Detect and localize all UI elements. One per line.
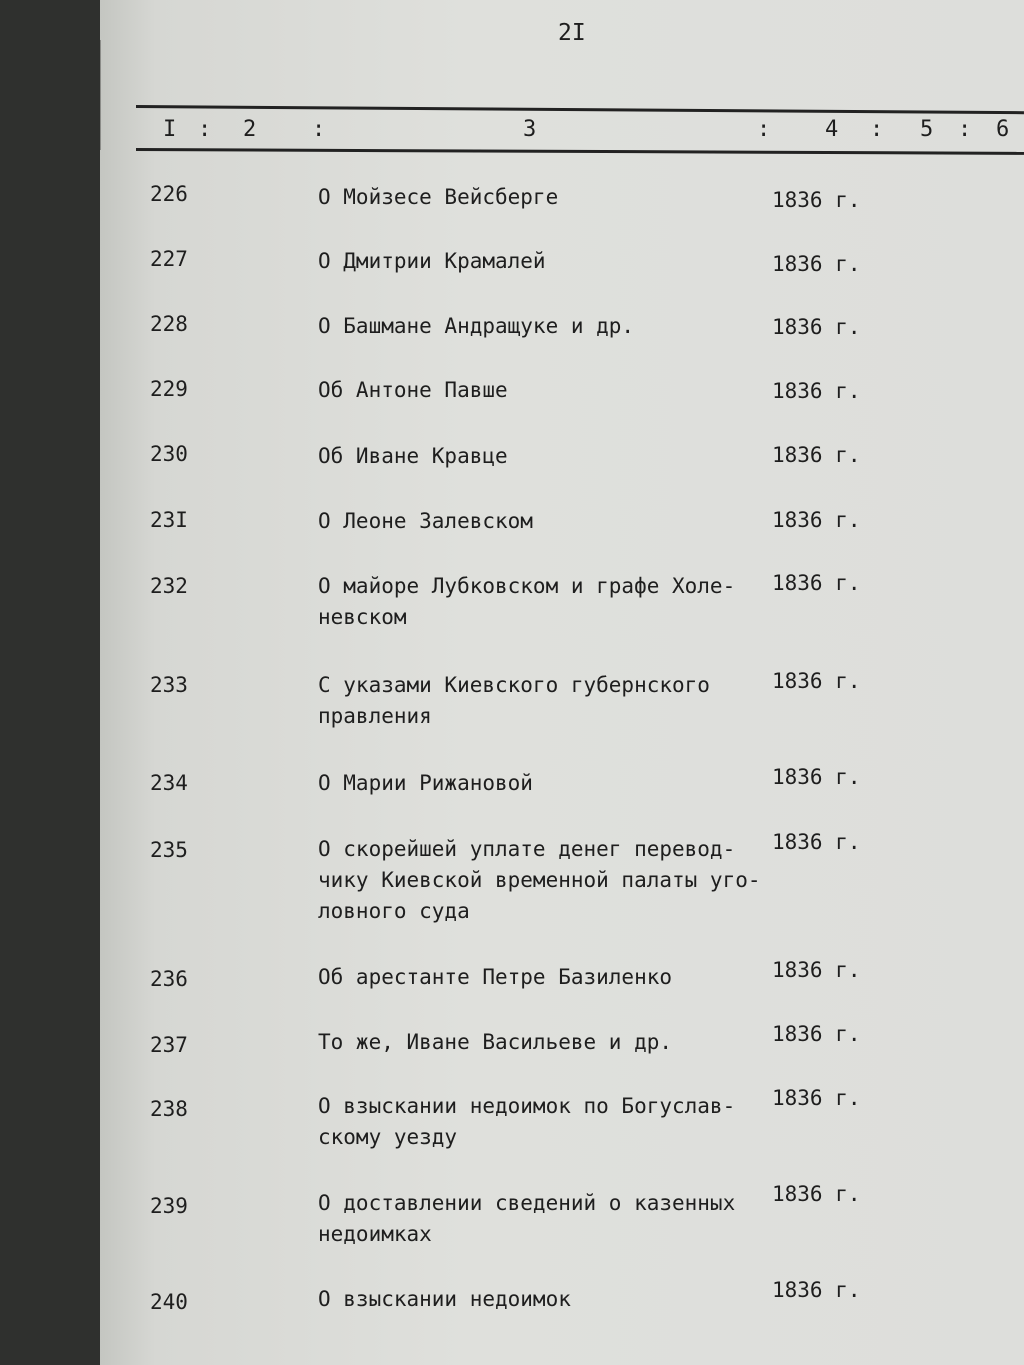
column-separator: :: [198, 117, 212, 142]
row-title: Об Антоне Павше: [318, 378, 508, 402]
row-number: 238: [150, 1097, 188, 1121]
row-title: О Дмитрии Крамалей: [318, 249, 546, 273]
row-year: 1836 г.: [772, 1022, 861, 1046]
row-title: О взыскании недоимок по Богуслав-скому уезду: [318, 1094, 736, 1149]
row-year: 1836 г.: [772, 443, 861, 467]
row-year: 1836 г.: [772, 765, 861, 789]
row-title: О Башмане Андращуке и др.: [318, 314, 635, 338]
row-year: 1836 г.: [772, 1182, 861, 1206]
column-header-6: 6: [996, 117, 1010, 142]
row-year: 1836 г.: [772, 379, 861, 403]
row-title: О майоре Лубковском и графе Холе-невском: [318, 574, 736, 629]
row-year: 1836 г.: [772, 1086, 861, 1110]
row-number: 228: [150, 312, 188, 336]
column-separator: :: [870, 117, 884, 142]
column-separator: :: [958, 117, 972, 142]
row-number: 230: [150, 442, 188, 466]
column-header-2: 2: [243, 117, 257, 142]
row-year: 1836 г.: [772, 188, 861, 212]
row-year: 1836 г.: [772, 669, 861, 693]
row-title: То же, Иване Васильеве и др.: [318, 1030, 673, 1054]
row-number: 233: [150, 673, 188, 697]
row-year: 1836 г.: [772, 252, 861, 276]
row-title: С указами Киевского губернского правления: [318, 673, 710, 728]
row-number: 226: [150, 182, 188, 206]
row-number: 237: [150, 1033, 188, 1057]
row-title: Об Иване Кравце: [318, 444, 508, 468]
row-number: 234: [150, 771, 188, 795]
column-header-1: I: [163, 117, 177, 142]
row-number: 229: [150, 377, 188, 401]
column-header-4: 4: [825, 117, 839, 142]
row-title: О Мойзесе Вейсберге: [318, 185, 559, 209]
row-year: 1836 г.: [772, 508, 861, 532]
row-number: 235: [150, 838, 188, 862]
row-title: О доставлении сведений о казенных недоимках: [318, 1191, 736, 1246]
row-title: О Марии Рижановой: [318, 771, 533, 795]
page-number: 2I: [558, 20, 586, 46]
row-number: 236: [150, 967, 188, 991]
row-title: О Леоне Залевском: [318, 509, 533, 533]
row-number: 239: [150, 1194, 188, 1218]
row-year: 1836 г.: [772, 830, 861, 854]
column-separator: :: [757, 117, 771, 142]
row-title: О скорейшей уплате денег перевод-чику Киевской временной палаты уго-ловного суда: [318, 837, 761, 923]
row-number: 240: [150, 1290, 188, 1314]
row-year: 1836 г.: [772, 958, 861, 982]
row-number: 232: [150, 574, 188, 598]
row-year: 1836 г.: [772, 315, 861, 339]
row-title: Об арестанте Петре Базиленко: [318, 965, 673, 989]
column-separator: :: [312, 117, 326, 142]
row-number: 23I: [150, 508, 188, 532]
column-header-5: 5: [920, 117, 934, 142]
column-header-3: 3: [523, 117, 537, 142]
row-number: 227: [150, 247, 188, 271]
row-year: 1836 г.: [772, 1278, 861, 1302]
previous-page-edge: [0, 40, 101, 150]
row-year: 1836 г.: [772, 571, 861, 595]
row-title: О взыскании недоимок: [318, 1287, 571, 1311]
